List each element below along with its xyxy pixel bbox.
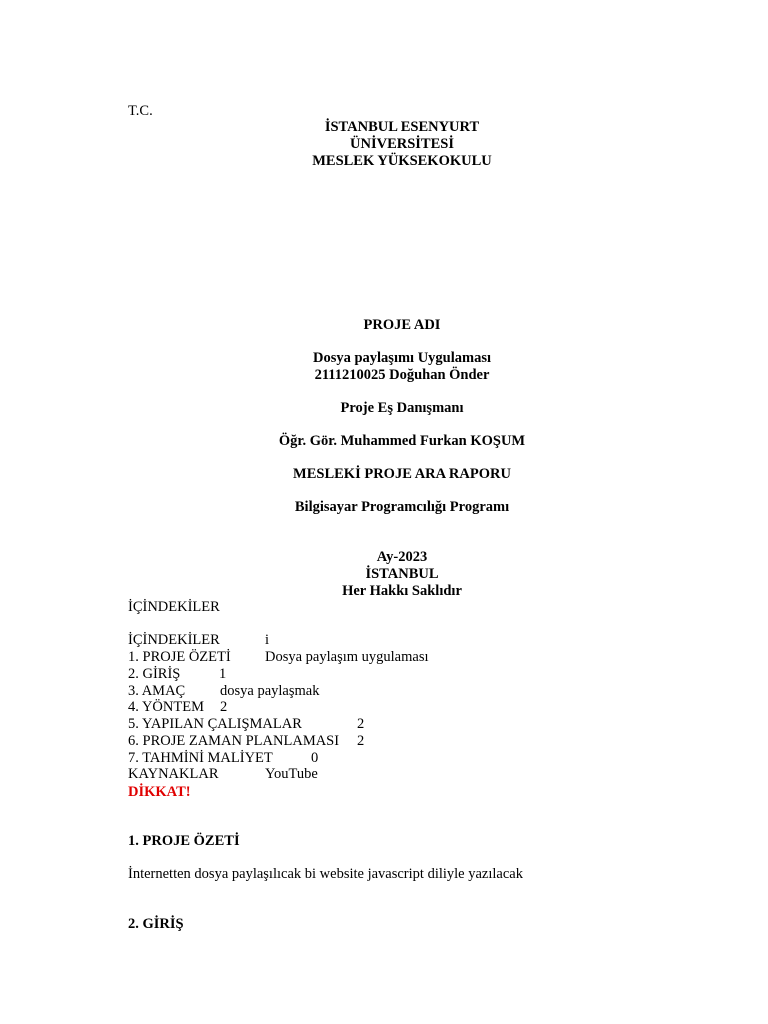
toc-row-value: Dosya paylaşım uygulaması [265,649,429,665]
university-name-line1: İSTANBUL ESENYURT [324,119,480,135]
university-name-line2: ÜNİVERSİTESİ [350,136,454,152]
warning-label: DİKKAT! [128,784,191,800]
student-info: 2111210025 Doğuhan Önder [314,367,490,383]
school-name: MESLEK YÜKSEKOKULU [312,153,492,169]
section-heading-summary: 1. PROJE ÖZETİ [128,833,240,849]
toc-row-value: 0 [311,750,319,766]
advisor-name: Öğr. Gör. Muhammed Furkan KOŞUM [278,433,526,449]
summary-text: İnternetten dosya paylaşılıcak bi website javascript diliyle yazılacak [128,866,523,882]
toc-row-value: 1 [219,666,227,682]
toc-row-title: 1. PROJE ÖZETİ [128,649,231,665]
toc-row-title: KAYNAKLAR [128,766,219,782]
toc-heading: İÇİNDEKİLER [128,599,220,615]
report-date: Ay-2023 [376,549,428,565]
toc-row-title: 3. AMAÇ [128,683,186,699]
program-name: Bilgisayar Programcılığı Programı [294,499,510,515]
toc-row-title: 7. TAHMİNİ MALİYET [128,750,273,766]
project-name: Dosya paylaşımı Uygulaması [312,350,492,366]
toc-row-value: dosya paylaşmak [220,683,320,699]
toc-row-value: 2 [220,699,228,715]
toc-row-value: 2 [357,716,365,732]
toc-row-title: 4. YÖNTEM [128,699,204,715]
toc-row-title: İÇİNDEKİLER [128,632,220,648]
toc-row-title: 6. PROJE ZAMAN PLANLAMASI [128,733,340,749]
report-type: MESLEKİ PROJE ARA RAPORU [293,466,511,482]
project-label: PROJE ADI [363,317,441,333]
section-heading-intro: 2. GİRİŞ [128,916,184,932]
tc-label: T.C. [128,103,153,119]
report-city: İSTANBUL [365,566,439,582]
toc-row-value: i [265,632,270,648]
toc-row-title: 2. GİRİŞ [128,666,181,682]
toc-row-title: 5. YAPILAN ÇALIŞMALAR [128,716,302,732]
toc-row-value: 2 [357,733,365,749]
advisor-label: Proje Eş Danışmanı [340,400,464,416]
toc-row-value: YouTube [265,766,318,782]
rights-notice: Her Hakkı Saklıdır [342,583,462,599]
